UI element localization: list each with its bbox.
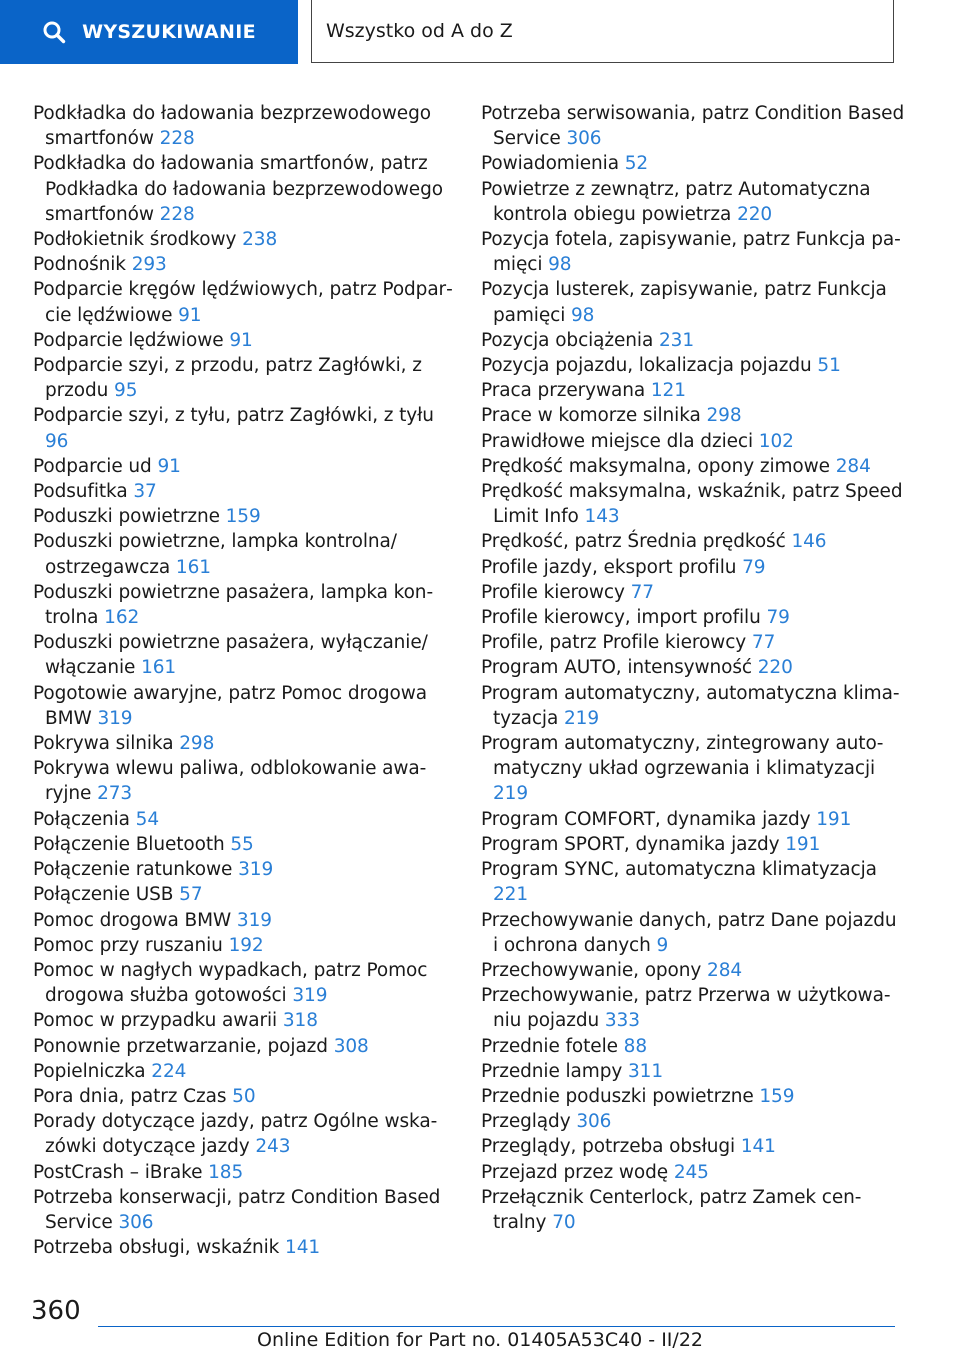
index-page-link[interactable]: 70 xyxy=(552,1211,576,1233)
index-entry xyxy=(481,403,906,428)
index-entry-text: Profile kierowcy, import profilu xyxy=(481,607,761,629)
index-entry xyxy=(481,958,906,983)
index-entry-text: Prędkość, patrz Średnia prędkość xyxy=(481,531,786,553)
index-entry xyxy=(481,983,906,1033)
index-entry-text: Przednie fotele xyxy=(481,1035,618,1057)
index-entry xyxy=(33,151,453,227)
index-entry xyxy=(33,227,453,252)
index-entry-text: Program automatyczny, automatyczna klimatyzacja xyxy=(481,682,900,729)
index-entry xyxy=(33,630,453,680)
index-entry-text: Program automatyczny, zintegrowany automatyczny układ ogrzewania i klimatyzacji xyxy=(481,733,884,780)
index-entry-text: Połączenie Bluetooth xyxy=(33,833,225,855)
index-entry xyxy=(481,1034,906,1059)
index-entry xyxy=(33,1084,453,1109)
index-page-link[interactable]: 333 xyxy=(604,1010,640,1032)
index-entry-text: Przełącznik Centerlock, patrz Zamek centralny xyxy=(481,1186,862,1233)
index-entry xyxy=(481,454,906,479)
index-page-link[interactable]: 121 xyxy=(650,380,686,402)
index-entry-text: Przechowywanie, patrz Przerwa w użytkowaniu pojazdu xyxy=(481,985,891,1032)
index-entry xyxy=(33,403,453,453)
index-page-link[interactable]: 96 xyxy=(45,430,69,452)
index-entry-text: Połączenie USB xyxy=(33,884,174,906)
index-entry xyxy=(481,277,906,327)
index-entry-text: Potrzeba serwisowania, patrz Condition Based Service xyxy=(481,103,905,150)
index-page-link[interactable]: 91 xyxy=(229,329,253,351)
index-entry xyxy=(481,328,906,353)
index-entry xyxy=(481,832,906,857)
index-entry-text: Prędkość maksymalna, opony zimowe xyxy=(481,455,830,477)
index-entry-text: Pozycja pojazdu, lokalizacja pojazdu xyxy=(481,355,812,377)
index-page-link[interactable]: 319 xyxy=(236,909,272,931)
index-entry xyxy=(481,580,906,605)
index-page-link[interactable]: 293 xyxy=(131,254,167,276)
index-entry-text: Pomoc w nagłych wypadkach, patrz Pomoc drogowa służba gotowości xyxy=(33,959,428,1007)
index-page-link[interactable]: 141 xyxy=(740,1136,776,1158)
index-entry xyxy=(33,933,453,958)
index-page-link[interactable]: 88 xyxy=(623,1035,648,1057)
index-entry-text: Połączenie ratunkowe xyxy=(33,859,233,881)
index-page-link[interactable]: 79 xyxy=(742,556,766,578)
index-page-link[interactable]: 219 xyxy=(563,707,599,729)
index-entry xyxy=(33,529,453,579)
index-entry xyxy=(481,1185,906,1235)
index-page-link[interactable]: 221 xyxy=(493,884,529,906)
index-entry xyxy=(33,882,453,907)
index-page-link[interactable]: 50 xyxy=(232,1085,256,1107)
index-entry xyxy=(481,353,906,378)
top-navigation xyxy=(0,0,960,66)
index-page-link[interactable]: 77 xyxy=(630,581,654,603)
index-entry-text: Pora dnia, patrz Czas xyxy=(33,1085,227,1107)
index-entry xyxy=(481,655,906,680)
index-entry-text: Prędkość maksymalna, wskaźnik, patrz Speed Limit Info xyxy=(481,481,903,528)
index-page-link[interactable]: 79 xyxy=(766,607,790,629)
index-page-link[interactable]: 298 xyxy=(179,733,215,755)
index-entry xyxy=(33,1235,453,1260)
index-page-link[interactable]: 306 xyxy=(576,1111,612,1133)
index-entry-text: Profile kierowcy xyxy=(481,581,625,603)
index-page-link[interactable]: 228 xyxy=(159,203,195,225)
index-entry xyxy=(33,807,453,832)
index-entry-text: Profile jazdy, eksport profilu xyxy=(481,556,737,578)
index-page-link[interactable]: 159 xyxy=(225,506,261,528)
index-entry xyxy=(33,1008,453,1033)
index-entry xyxy=(33,504,453,529)
index-page-link[interactable]: 102 xyxy=(758,430,794,452)
index-page-link[interactable]: 284 xyxy=(707,959,743,981)
index-entry xyxy=(481,177,906,227)
index-entry xyxy=(33,101,453,151)
index-entry xyxy=(481,429,906,454)
index-page-link[interactable]: 77 xyxy=(751,632,776,654)
search-icon xyxy=(42,20,66,44)
index-entry-text: Prawidłowe miejsce dla dzieci xyxy=(481,430,753,452)
index-entry xyxy=(481,1084,906,1109)
index-page-link[interactable]: 91 xyxy=(157,455,181,477)
index-entry xyxy=(33,277,453,327)
index-entry-text: Podparcie kręgów lędźwiowych, patrz Podparcie lędźwiowe xyxy=(33,279,453,326)
index-entry xyxy=(33,479,453,504)
index-entry-text: Pomoc w przypadku awarii xyxy=(33,1010,278,1032)
index-page-link[interactable]: 91 xyxy=(178,304,202,326)
index-entry-text: Porady dotyczące jazdy, patrz Ogólne wskazówki dotyczące jazdy xyxy=(33,1111,438,1158)
index-page-link[interactable]: 284 xyxy=(835,455,871,477)
index-entry xyxy=(481,681,906,731)
index-page-link[interactable]: 161 xyxy=(141,657,177,679)
index-entry-text: Przejazd przez wodę xyxy=(481,1161,669,1183)
index-column-left xyxy=(33,101,453,1260)
index-entry-text: Przechowywanie, opony xyxy=(481,959,702,981)
index-page-link[interactable]: 311 xyxy=(627,1060,663,1082)
index-page-link[interactable]: 98 xyxy=(571,304,595,326)
index-column-right xyxy=(481,101,906,1235)
index-entry-text: PostCrash – iBrake xyxy=(33,1161,203,1183)
index-entry-text: Podsufitka xyxy=(33,481,128,503)
index-entry xyxy=(33,731,453,756)
index-entry-text: Podnośnik xyxy=(33,254,126,276)
index-entry xyxy=(33,1109,453,1159)
index-entry xyxy=(33,756,453,806)
index-page-link[interactable]: 146 xyxy=(791,531,827,553)
index-page-link[interactable]: 161 xyxy=(175,556,211,578)
index-entry xyxy=(33,1160,453,1185)
index-page-link[interactable]: 306 xyxy=(566,128,602,150)
index-entry xyxy=(33,328,453,353)
index-entry xyxy=(481,908,906,958)
index-entry xyxy=(481,1109,906,1134)
index-entry-text: Praca przerywana xyxy=(481,380,646,402)
index-page-link[interactable]: 238 xyxy=(242,229,278,251)
index-entry xyxy=(481,479,906,529)
index-page-link[interactable]: 191 xyxy=(816,808,852,830)
footer-divider xyxy=(98,1326,895,1327)
index-page-link[interactable]: 52 xyxy=(624,153,649,175)
index-entry-text: Przechowywanie danych, patrz Dane pojazdu i ochrona danych xyxy=(481,909,897,956)
index-page-link[interactable]: 37 xyxy=(133,481,157,503)
index-page-link[interactable]: 220 xyxy=(757,657,793,679)
index-page-link[interactable]: 162 xyxy=(104,607,140,629)
index-page-link[interactable]: 141 xyxy=(285,1237,321,1259)
index-entry-text: Pozycja fotela, zapisywanie, patrz Funkcja pamięci xyxy=(481,229,901,276)
index-entry-text: Poduszki powietrzne, lampka kontrolna/ ostrzegawcza xyxy=(33,531,397,578)
index-page-link[interactable]: 98 xyxy=(548,254,572,276)
index-entry-text: Pomoc przy ruszaniu xyxy=(33,934,223,956)
index-entry xyxy=(481,857,906,907)
index-page-link[interactable]: 159 xyxy=(759,1085,795,1107)
index-entry-text: Podkładka do ładowania smartfonów, patrz Podkładka do ładowania bezprzewodowego smartfonów xyxy=(33,153,443,225)
index-entry xyxy=(481,1059,906,1084)
index-page-link[interactable]: 57 xyxy=(179,884,203,906)
index-entry xyxy=(33,454,453,479)
index-entry-text: Pozycja obciążenia xyxy=(481,329,654,351)
index-page-link[interactable]: 51 xyxy=(817,355,841,377)
index-entry-text: Poduszki powietrzne pasażera, lampka kontrolna xyxy=(33,581,434,629)
index-entry-text: Powietrze z zewnątrz, patrz Automatyczna kontrola obiegu powietrza xyxy=(481,178,871,225)
index-page-link[interactable]: 308 xyxy=(333,1035,369,1057)
index-page-link[interactable]: 245 xyxy=(673,1161,709,1183)
index-entry xyxy=(481,1134,906,1159)
index-entry xyxy=(33,908,453,933)
index-entry xyxy=(481,151,906,176)
index-entry-text: Podłokietnik środkowy xyxy=(33,229,237,251)
index-entry xyxy=(481,378,906,403)
index-page-link[interactable]: 55 xyxy=(230,833,254,855)
index-entry xyxy=(33,857,453,882)
index-entry xyxy=(33,681,453,731)
index-page-link[interactable]: 319 xyxy=(238,859,274,881)
index-page-link[interactable]: 298 xyxy=(706,405,742,427)
index-entry xyxy=(33,353,453,403)
index-page-link[interactable]: 231 xyxy=(659,329,695,351)
index-entry xyxy=(33,1185,453,1235)
index-entry-text: Przednie poduszki powietrzne xyxy=(481,1085,754,1107)
index-page-link[interactable]: 220 xyxy=(737,203,773,225)
index-page-link[interactable]: 306 xyxy=(118,1211,154,1233)
index-entry-text: Potrzeba obsługi, wskaźnik xyxy=(33,1237,280,1259)
index-entry-text: Pozycja lusterek, zapisywanie, patrz Funkcja pamięci xyxy=(481,279,887,326)
index-page-link[interactable]: 319 xyxy=(97,707,133,729)
index-tab[interactable] xyxy=(311,0,894,63)
index-entry xyxy=(33,580,453,630)
index-entry-text: Ponownie przetwarzanie, pojazd xyxy=(33,1035,328,1057)
index-entry-text: Podparcie szyi, z przodu, patrz Zagłówki, z przodu xyxy=(33,355,422,402)
index-entry-text: Przednie lampy xyxy=(481,1060,623,1082)
index-page-link[interactable]: 54 xyxy=(135,808,159,830)
index-page-link[interactable]: 9 xyxy=(656,934,669,956)
index-entry xyxy=(481,227,906,277)
index-entry-text: Połączenia xyxy=(33,808,130,830)
index-page-link[interactable]: 219 xyxy=(493,783,529,805)
index-entry xyxy=(481,731,906,807)
index-entry xyxy=(33,252,453,277)
index-entry xyxy=(33,1059,453,1084)
index-entry-text: Powiadomienia xyxy=(481,153,619,175)
search-tab[interactable] xyxy=(0,0,298,64)
index-page-link[interactable]: 228 xyxy=(159,128,195,150)
index-entry xyxy=(33,958,453,1008)
index-entry xyxy=(33,832,453,857)
index-entry-text: Podparcie szyi, z tyłu, patrz Zagłówki, z tyłu xyxy=(33,405,434,427)
index-page-link[interactable]: 318 xyxy=(282,1010,318,1032)
footer-edition-text: Online Edition for Part no. 01405A53C40 - II/22 xyxy=(256,1329,703,1351)
index-entry-text: Prace w komorze silnika xyxy=(481,405,701,427)
index-entry xyxy=(481,555,906,580)
index-entry-text: Potrzeba konserwacji, patrz Condition Based Service xyxy=(33,1186,441,1233)
index-entry xyxy=(481,807,906,832)
index-entry-text: Pomoc drogowa BMW xyxy=(33,909,232,931)
index-entry-text: Podkładka do ładowania bezprzewodowego smartfonów xyxy=(33,103,431,150)
search-tab-label: WYSZUKIWANIE xyxy=(82,21,256,43)
index-entry-text: Program SYNC, automatyczna klimatyzacja xyxy=(481,859,877,881)
index-entry-text: Poduszki powietrzne pasażera, wyłączanie/ włączanie xyxy=(33,632,428,679)
index-entry xyxy=(33,1034,453,1059)
index-entry-text: Popielniczka xyxy=(33,1060,146,1082)
index-entry-text: Podparcie ud xyxy=(33,455,152,477)
index-entry xyxy=(481,605,906,630)
index-tab-label: Wszystko od A do Z xyxy=(326,20,513,42)
index-page-link[interactable]: 319 xyxy=(292,985,328,1007)
index-entry xyxy=(481,1160,906,1185)
page-number: 360 xyxy=(31,1296,81,1326)
index-entry-text: Poduszki powietrzne xyxy=(33,506,220,528)
index-page-link[interactable]: 192 xyxy=(228,934,264,956)
index-entry xyxy=(481,101,906,151)
index-page-link[interactable]: 243 xyxy=(255,1136,291,1158)
index-entry-text: Pokrywa wlewu paliwa, odblokowanie awaryjne xyxy=(33,758,427,805)
index-page-link[interactable]: 185 xyxy=(208,1161,244,1183)
index-entry-text: Przeglądy, potrzeba obsługi xyxy=(481,1136,736,1158)
index-entry-text: Program COMFORT, dynamika jazdy xyxy=(481,808,811,830)
index-page-link[interactable]: 273 xyxy=(97,783,133,805)
index-entry-text: Pokrywa silnika xyxy=(33,733,174,755)
index-page-link[interactable]: 224 xyxy=(151,1060,187,1082)
index-entry xyxy=(481,630,906,655)
index-page-link[interactable]: 191 xyxy=(785,833,821,855)
index-entry-text: Profile, patrz Profile kierowcy xyxy=(481,632,747,654)
index-entry-text: Pogotowie awaryjne, patrz Pomoc drogowa BMW xyxy=(33,682,427,729)
index-entry-text: Podparcie lędźwiowe xyxy=(33,329,224,351)
index-page-link[interactable]: 95 xyxy=(114,380,138,402)
index-entry-text: Przeglądy xyxy=(481,1111,571,1133)
index-entry-text: Program SPORT, dynamika jazdy xyxy=(481,833,780,855)
index-entry xyxy=(481,529,906,554)
index-entry-text: Program AUTO, intensywność xyxy=(481,657,752,679)
index-page-link[interactable]: 143 xyxy=(584,506,620,528)
